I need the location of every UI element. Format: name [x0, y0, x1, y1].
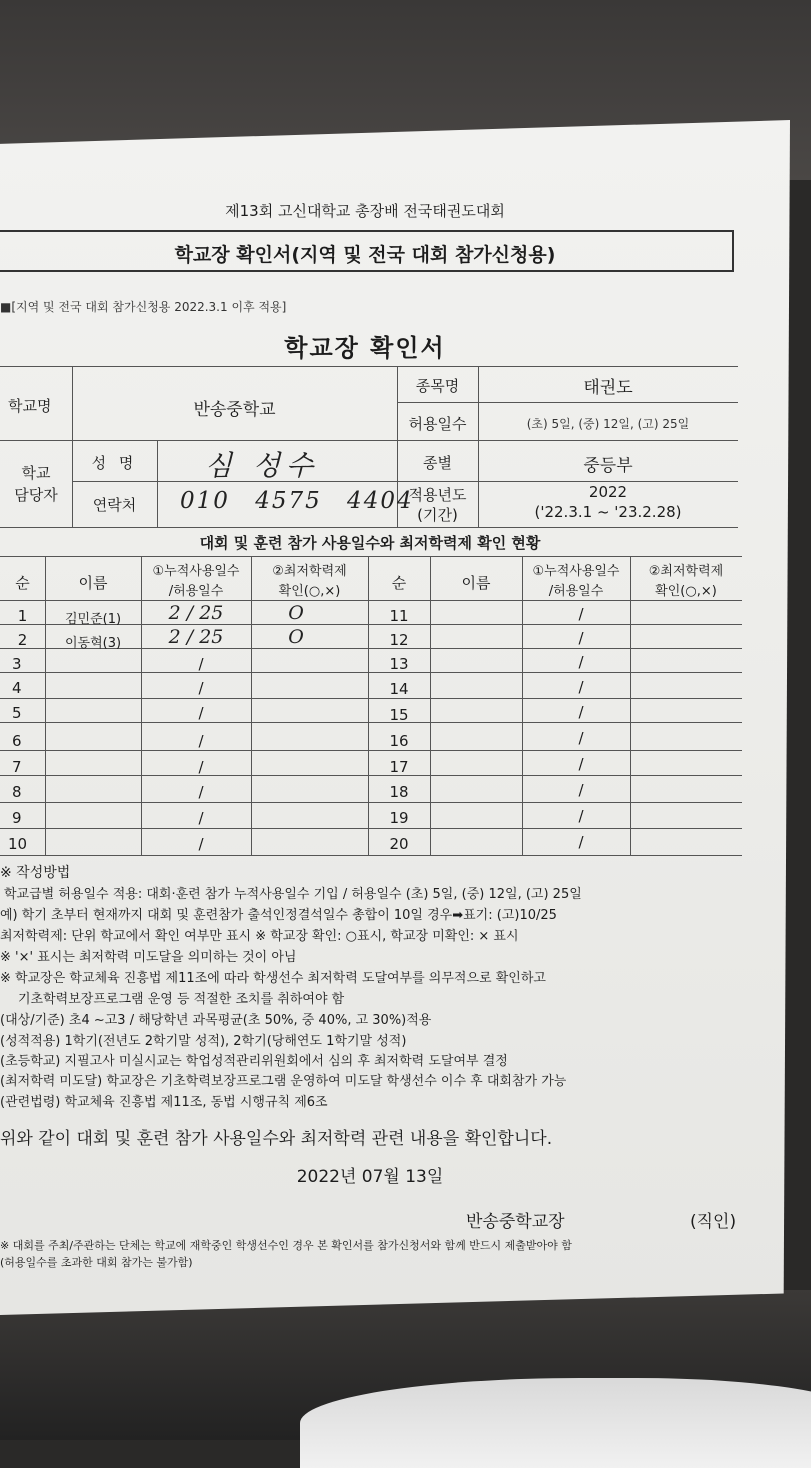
note-line: ■[지역 및 전국 대회 참가신청용 2022.3.1 이후 적용] — [0, 300, 287, 314]
header-no-right: 순 — [391, 574, 407, 592]
school-value: 반송중학교 — [193, 400, 276, 420]
row-no: 3 — [12, 655, 22, 673]
instruction-line: (관련법령) 학교체육 진흥법 제11조, 동법 시행규칙 제6조 — [0, 1095, 328, 1110]
row-days: / — [198, 783, 204, 801]
instructions-heading: ※ 작성방법 — [0, 865, 71, 881]
header-check-left-1: ②최저학력제 — [272, 564, 347, 579]
row-no: 17 — [389, 758, 409, 776]
header-days-left-2: /허용일수 — [168, 584, 224, 599]
instruction-line: 학교급별 허용일수 적용: 대회·훈련 참가 누적사용일수 기입 / 허용일수 (초) 5일, (중) 12일, (고) 25일 — [4, 887, 582, 902]
row-days: / — [198, 835, 204, 853]
name-value: 심 성수 — [205, 449, 320, 482]
contact-label: 연락처 — [92, 496, 137, 514]
row-name: 김민준(1) — [64, 612, 122, 627]
row-no: 7 — [12, 758, 22, 776]
row-days: / — [578, 678, 584, 696]
info-line — [0, 527, 738, 528]
row-days: 2 / 25 — [168, 602, 224, 624]
header-no-left: 순 — [15, 574, 30, 592]
row-days: / — [578, 807, 584, 825]
year-label-sub: (기간) — [417, 506, 458, 524]
row-days: / — [578, 781, 584, 799]
info-line — [72, 481, 738, 482]
instruction-line: ※ '×' 표시는 최저학력 미도달을 의미하는 것이 아님 — [0, 950, 297, 965]
year-period: ('22.3.1 ~ '23.2.28) — [534, 503, 682, 521]
row-no: 9 — [12, 809, 22, 827]
header-name-right: 이름 — [461, 574, 491, 592]
row-days: / — [198, 704, 204, 722]
row-no: 20 — [389, 835, 409, 853]
event-title: 제13회 고신대학교 총장배 전국태권도대회 — [225, 202, 505, 220]
row-no: 6 — [12, 732, 22, 750]
row-days: 2 / 25 — [168, 626, 224, 648]
instruction-line: (성적적용) 1학기(전년도 2학기말 성적), 2학기(당해연도 1학기말 성적) — [0, 1034, 407, 1049]
table-h-line — [0, 855, 742, 856]
header-days-right-2: /허용일수 — [548, 584, 604, 599]
event-value: 태권도 — [583, 378, 633, 398]
white-cloth — [300, 1378, 811, 1468]
school-label: 학교명 — [8, 397, 52, 415]
header-check-right-2: 확인(○,×) — [655, 584, 717, 599]
instruction-line: 예) 학기 초부터 현재까지 대회 및 훈련참가 출석인정결석일수 총합이 10일 경우➡표기: (고)10/25 — [0, 908, 557, 923]
header-name-left: 이름 — [78, 574, 108, 592]
name-label: 성 명 — [91, 454, 138, 472]
year-label: 적용년도 — [408, 486, 467, 504]
row-days: / — [578, 629, 584, 647]
row-days: / — [198, 732, 204, 750]
row-days: / — [198, 655, 204, 673]
row-no: 19 — [389, 809, 409, 827]
row-no: 14 — [389, 680, 409, 698]
row-no: 16 — [389, 732, 409, 750]
manager-label-2: 담당자 — [14, 486, 58, 504]
division-label: 종별 — [423, 454, 452, 472]
row-no: 11 — [389, 607, 409, 625]
date: 2022년 07월 13일 — [296, 1167, 444, 1187]
contact-value: 010 4575 4404 — [180, 488, 414, 514]
row-name: 이동혁(3) — [64, 636, 122, 651]
row-days: / — [578, 729, 584, 747]
footnote-1: ※ 대회를 주최/주관하는 단체는 학교에 재학중인 학생선수인 경우 본 확인서를 참가신청서와 함께 반드시 제출받아야 함 — [0, 1239, 572, 1252]
info-line — [0, 440, 738, 441]
instruction-line: ※ 학교장은 학교체육 진흥법 제11조에 따라 학생선수 최저학력 도달여부를 의무적으로 확인하고 — [0, 971, 546, 986]
table-v-line — [430, 556, 431, 855]
header-check-left-2: 확인(○,×) — [278, 584, 341, 599]
row-days: / — [578, 833, 584, 851]
box-title: 학교장 확인서(지역 및 전국 대회 참가신청용) — [174, 244, 556, 266]
row-no: 13 — [389, 655, 409, 673]
row-no: 5 — [12, 704, 22, 722]
row-days: / — [578, 605, 584, 623]
allowed-label: 허용일수 — [408, 415, 467, 433]
header-check-right-1: ②최저학력제 — [648, 564, 724, 579]
row-days: / — [578, 755, 584, 773]
row-days: / — [198, 809, 204, 827]
confirm-text: 위와 같이 대회 및 훈련 참가 사용일수와 최저학력 관련 내용을 확인합니다. — [0, 1129, 553, 1149]
instruction-line: 기초학력보장프로그램 운영 등 적절한 조치를 취하여야 함 — [18, 992, 345, 1007]
status-title: 대회 및 훈련 참가 사용일수와 최저학력제 확인 현황 — [199, 534, 541, 552]
row-days: / — [578, 653, 584, 671]
division-value: 중등부 — [583, 456, 633, 476]
info-line — [397, 402, 738, 403]
year-value: 2022 — [588, 483, 628, 501]
instruction-line: (최저학력 미도달) 학교장은 기초학력보장프로그램 운영하여 미도달 학생선수 이수 후 대회참가 가능 — [0, 1074, 567, 1089]
row-no: 15 — [389, 706, 409, 724]
row-check: O — [288, 602, 304, 624]
info-line — [0, 366, 738, 367]
instruction-line: (초등학교) 지필고사 미실시교는 학업성적관리위원회에서 심의 후 최저학력 도달여부 결정 — [0, 1054, 508, 1069]
row-no: 1 — [17, 607, 28, 625]
row-check: O — [288, 626, 304, 648]
row-no: 2 — [17, 631, 28, 649]
row-days: / — [578, 703, 584, 721]
allowed-value: (초) 5일, (중) 12일, (고) 25일 — [526, 417, 690, 431]
manager-label-1: 학교 — [21, 464, 51, 482]
table-v-line — [45, 556, 46, 855]
event-label: 종목명 — [415, 377, 460, 395]
row-no: 8 — [12, 783, 22, 801]
row-no: 18 — [389, 783, 409, 801]
header-days-left-1: ①누적사용일수 — [152, 564, 240, 579]
footnote-2: (허용일수를 초과한 대회 참가는 불가함) — [0, 1256, 193, 1269]
row-no: 10 — [8, 835, 28, 853]
instruction-line: (대상/기준) 초4 ~고3 / 해당학년 과목평균(초 50%, 중 40%, 고 30%)적용 — [0, 1013, 432, 1028]
seal: (직인) — [690, 1212, 737, 1232]
row-no: 4 — [12, 679, 22, 697]
doc-title: 학교장 확인서 — [284, 334, 446, 362]
row-no: 12 — [389, 631, 409, 649]
principal: 반송중학교장 — [466, 1212, 565, 1232]
instruction-line: 최저학력제: 단위 학교에서 확인 여부만 표시 ※ 학교장 확인: ○표시, 학교장 미확인: × 표시 — [0, 929, 519, 944]
row-days: / — [198, 679, 204, 697]
info-line — [157, 440, 158, 527]
row-days: / — [198, 758, 204, 776]
header-days-right-1: ①누적사용일수 — [532, 564, 620, 579]
